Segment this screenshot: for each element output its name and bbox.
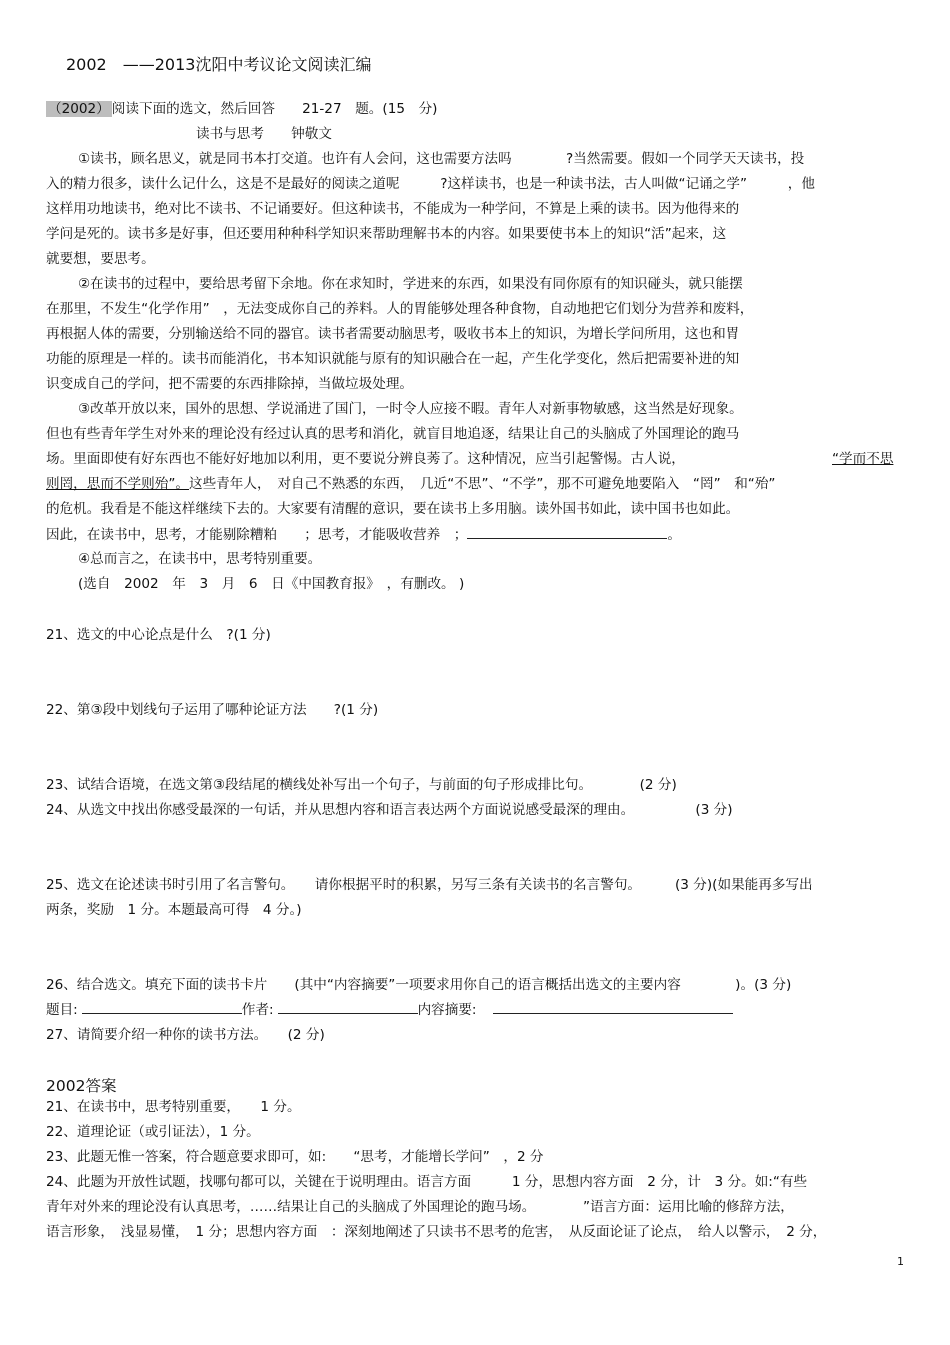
article-title: 读书与思考 钟敬文: [196, 126, 332, 142]
question-24: 24、从选文中找出你感受最深的一句话，并从思想内容和语言表达两个方面说说感受最深的理由。 (3 分): [46, 802, 733, 818]
article-line: 学问是死的。读书多是好事，但还要用种种科学知识来帮助理解书本的内容。如果要使书本上的知识“活”起来，这: [46, 226, 727, 242]
underlined-quote-part1: “学而不思: [832, 451, 894, 467]
card-author-label: 作者:: [241, 1002, 274, 1018]
question-21: 21、选文的中心论点是什么 ?(1 分): [46, 627, 271, 643]
article-line: 就要想，要思考。: [46, 251, 155, 267]
answer-line: 23、此题无惟一答案，符合题意要求即可，如: “思考，才能增长学问” ，2 分: [46, 1149, 544, 1165]
question-25: 25、选文在论述读书时引用了名言警句。 请你根据平时的积累，另写三条有关读书的名言警句。 (3 分)(如果能再多写出: [46, 877, 813, 893]
answers-title: 2002答案: [46, 1077, 117, 1095]
card-summary-label: 内容摘要:: [417, 1002, 477, 1018]
article-line: 功能的原理是一样的。读书而能消化，书本知识就能与原有的知识融合在一起，产生化学变化，然后把需要补进的知: [46, 351, 740, 367]
card-topic-label: 题目:: [46, 1002, 78, 1018]
card-topic-field[interactable]: [82, 1001, 242, 1014]
question-27: 27、请简要介绍一种你的读书方法。 (2 分): [46, 1027, 325, 1043]
period: 。: [667, 527, 681, 543]
question-22: 22、第③段中划线句子运用了哪种论证方法 ?(1 分): [46, 702, 379, 718]
answer-line: 21、在读书中，思考特别重要， 1 分。: [46, 1099, 301, 1115]
article-line: 但也有些青年学生对外来的理论没有经过认真的思考和消化，就盲目地追逐，结果让自己的头脑成了外国理论的跑马: [46, 426, 740, 442]
article-line-rest: 这些青年人， 对自己不熟悉的东西， 几近“不思”、“不学”，那不可避免地要陷入 “罔” 和“殆”: [188, 476, 776, 492]
page-title: 2002 ——2013沈阳中考议论文阅读汇编: [66, 55, 372, 74]
card-author-field[interactable]: [278, 1001, 418, 1014]
source-line: (选自 2002 年 3 月 6 日《中国教育报》 ，有删改。 ): [78, 576, 465, 592]
answer-line: 24、此题为开放性试题，找哪句都可以，关键在于说明理由。语言方面 1 分，思想内容方面 2 分，计 3 分。如:“有些: [46, 1174, 808, 1190]
article-line: 这样用功地读书，绝对比不读书、不记诵要好。但这种读书，不能成为一种学问，不算是上乘的读书。因为他得来的: [46, 201, 740, 217]
reading-card: [46, 1001, 733, 1018]
article-line: ①读书，顾名思义，就是同书本打交道。也许有人会问，这也需要方法吗 ?当然需要。假如一个同学天天读书，投: [78, 151, 805, 167]
answer-blank[interactable]: [467, 526, 667, 539]
answer-line: 青年对外来的理论没有认真思考，……结果让自己的头脑成了外国理论的跑马场。 ”语言方面：运用比喻的修辞方法，: [46, 1199, 794, 1215]
answer-line: 语言形象， 浅显易懂， 1 分；思想内容方面 ：深刻地阐述了只读书不思考的危害， 从反面论证了论点， 给人以警示， 2 分，: [46, 1224, 827, 1240]
article-line: 场。里面即使有好东西也不能好好地加以利用，更不要说分辨良莠了。这种情况，应当引起警惕。古人说，: [46, 451, 685, 467]
card-summary-field[interactable]: [493, 1001, 733, 1014]
year-tag: （2002）: [48, 101, 110, 117]
parallel-sentence-text: 因此，在读书中，思考，才能剔除糟粕 ；思考，才能吸收营养 ；: [46, 527, 468, 543]
article-line: 在那里，不发生“化学作用” ，无法变成你自己的养料。人的胃能够处理各种食物，自动地把它们划分为营养和废料，: [46, 301, 754, 317]
question-23: 23、试结合语境，在选文第③段结尾的横线处补写出一个句子，与前面的句子形成排比句。 (2 分): [46, 777, 677, 793]
article-line: 识变成自己的学问，把不需要的东西排除掉，当做垃圾处理。: [46, 376, 414, 392]
article-line: [46, 476, 775, 492]
article-line: [46, 526, 681, 543]
intro-text: 阅读下面的选文，然后回答 21-27 题。(15 分): [111, 101, 438, 117]
article-line: ③改革开放以来，国外的思想、学说涌进了国门，一时令人应接不暇。青年人对新事物敏感，这当然是好现象。: [78, 401, 743, 417]
intro-line: [46, 101, 437, 117]
question-25-cont: 两条，奖励 1 分。本题最高可得 4 分。): [46, 902, 302, 918]
page-number: 1: [897, 1255, 904, 1268]
article-line: 入的精力很多，读什么记什么，这是不是最好的阅读之道呢 ?这样读书，也是一种读书法，古人叫做“记诵之学” ，他: [46, 176, 815, 192]
article-line: ④总而言之，在读书中，思考特别重要。: [78, 551, 322, 567]
answer-line: 22、道理论证（或引证法），1 分。: [46, 1124, 260, 1140]
question-26: 26、结合选文。填充下面的读书卡片 (其中“内容摘要”一项要求用你自己的语言概括出选文的主要内容 )。(3 分): [46, 977, 792, 993]
article-line: 再根据人体的需要，分别输送给不同的器官。读书者需要动脑思考，吸收书本上的知识，为增长学问所用，这也和胃: [46, 326, 740, 342]
article-line: ②在读书的过程中，要给思考留下余地。你在求知时，学进来的东西，如果没有同你原有的知识碰头，就只能摆: [78, 276, 743, 292]
article-line: 的危机。我看是不能这样继续下去的。大家要有清醒的意识，要在读书上多用脑。读外国书如此，读中国书也如此。: [46, 501, 740, 517]
underlined-quote-part2: 则罔，思而不学则殆”。: [46, 476, 189, 492]
